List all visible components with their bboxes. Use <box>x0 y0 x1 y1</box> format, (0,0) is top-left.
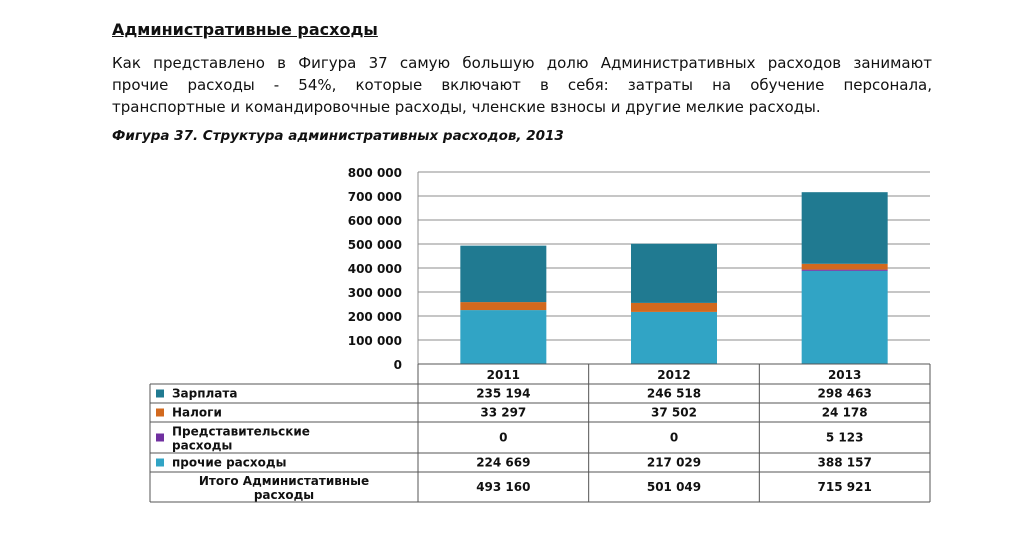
table-cell: 298 463 <box>817 386 872 401</box>
bar-segment <box>460 246 546 302</box>
legend-label: Зарплата <box>172 386 238 401</box>
legend-label: Представительские расходы <box>172 424 310 453</box>
bar-segment <box>460 310 546 364</box>
paragraph-line-3: транспортные и командировочные расходы, членские взносы и другие мелкие расходы. <box>112 98 821 116</box>
table-cell: 388 157 <box>817 455 872 470</box>
bar-segment <box>631 244 717 303</box>
x-category-label: 2013 <box>827 368 862 382</box>
table-cell: 246 518 <box>646 386 702 401</box>
bar-segment <box>460 302 546 310</box>
table-cell: 37 502 <box>651 405 697 420</box>
section-heading: Административные расходы <box>112 20 378 39</box>
y-tick-label: 600 000 <box>347 214 402 228</box>
total-cell: 715 921 <box>817 480 872 494</box>
bars <box>460 192 887 364</box>
table-cell: 235 194 <box>476 386 531 401</box>
y-tick-label: 700 000 <box>347 190 402 204</box>
y-tick-label: 300 000 <box>347 286 402 300</box>
table-cell: 24 178 <box>821 405 868 420</box>
legend-key <box>156 459 164 467</box>
bar-segment <box>631 303 717 312</box>
figure-caption: Фигура 37. Структура административных расходов, 2013 <box>112 128 564 144</box>
bar-segment <box>802 271 888 364</box>
table-cell: 0 <box>669 430 679 445</box>
bar-segment <box>802 264 888 270</box>
table-cell: 217 029 <box>646 455 702 470</box>
paragraph-line-2: прочие расходы - 54%, которые включают в себя: затраты на обучение персонала, <box>112 76 932 94</box>
y-tick-label: 200 000 <box>347 310 402 324</box>
bar-segment <box>802 192 888 264</box>
y-tick-label: 500 000 <box>347 238 402 252</box>
table-cell: 33 297 <box>480 405 527 420</box>
x-category-label: 2011 <box>486 368 521 382</box>
bar-segment <box>631 312 717 364</box>
legend-label: прочие расходы <box>172 455 287 470</box>
x-category-label: 2012 <box>657 368 691 382</box>
data-table <box>150 364 930 502</box>
y-tick-label: 0 <box>393 358 402 372</box>
y-tick-label: 800 000 <box>347 166 402 180</box>
y-tick-label: 400 000 <box>347 262 402 276</box>
bar-segment <box>802 270 888 271</box>
y-axis-tick-labels <box>348 166 402 372</box>
total-cell: 501 049 <box>646 480 702 494</box>
y-tick-label: 100 000 <box>347 334 402 348</box>
total-label: Итого Админиcтативные расходы <box>198 474 370 502</box>
legend-label: Налоги <box>172 405 222 420</box>
legend-key <box>156 390 164 398</box>
total-cell: 493 160 <box>476 480 531 494</box>
table-cell: 0 <box>499 430 508 445</box>
legend-key <box>156 434 164 442</box>
paragraph-line-1: Как представлено в Фигура 37 самую большую долю Административных расходов занимают <box>112 54 932 72</box>
table-cell: 5 123 <box>825 430 864 445</box>
legend-key <box>156 409 164 417</box>
table-cell: 224 669 <box>476 455 531 470</box>
